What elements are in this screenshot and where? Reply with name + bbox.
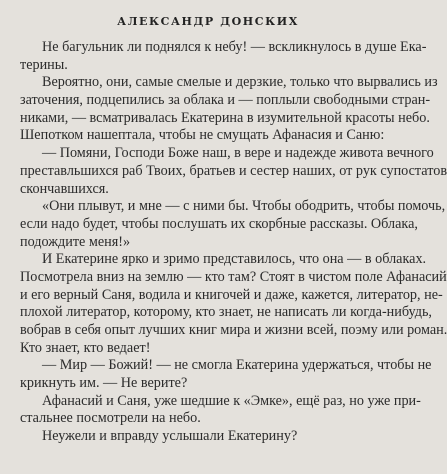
running-header: АЛЕКСАНДР ДОНСКИХ xyxy=(117,15,299,28)
text-line: заточения, подцепились за облака и — поплыли свободными стран- xyxy=(20,92,431,109)
text-line: Посмотрела вниз на землю — кто там? Стоят в чистом поле Афанасий xyxy=(20,268,447,285)
text-line: Не багульник ли поднялся к небу! — вскликнулось в душе Ека- xyxy=(42,39,427,55)
text-line: подождите меня!» xyxy=(20,233,131,250)
text-line: скончавшихся. xyxy=(20,180,109,197)
text-line: если надо будет, чтобы послушать их скорбные рассказы. Облака, xyxy=(20,215,418,232)
text-line: Неужели и вправду услышали Екатерину? xyxy=(42,428,298,445)
text-line: вобрав в себя опыт лучших книг мира и жизни всей, поэму или роман. xyxy=(20,322,447,338)
text-line: — Помяни, Господи Боже наш, в вере и надежде живота вечного xyxy=(42,145,434,162)
text-line: крикнуть им. — Не верите? xyxy=(20,375,188,392)
text-line: «Они плывут, и мне — с ними бы. Чтобы ободрить, чтобы помочь, xyxy=(42,198,446,215)
text-line: никами, — всматривалась Екатерина в изумительной красоты небо. xyxy=(20,109,430,126)
text-line: терины. xyxy=(20,56,68,73)
text-line: Вероятно, они, самые смелые и дерзкие, только что вырвались из xyxy=(42,74,438,91)
page-body-text xyxy=(20,39,447,446)
text-line: и его верный Саня, водила и книгочей и даже, кажется, литератор, не- xyxy=(20,286,443,303)
text-line: Кто знает, кто ведает! xyxy=(20,339,151,356)
text-line: И Екатерине ярко и зримо представилось, что она — в облаках. xyxy=(42,251,427,268)
text-line: плохой литератор, которому, кто знает, не написать ли когда-нибудь, xyxy=(20,304,432,321)
text-line: Афанасий и Саня, уже шедшие к «Эмке», ещё раз, но уже при- xyxy=(42,392,421,409)
text-line: преставльшихся раб Твоих, братьев и сестер наших, от рук супостатов xyxy=(20,162,447,179)
text-line: — Мир — Божий! — не смогла Екатерина удержаться, чтобы не xyxy=(42,357,432,374)
text-line: стальнее посмотрели на небо. xyxy=(20,410,201,427)
text-line: Шепотком нашептала, чтобы не смущать Афанасия и Саню: xyxy=(20,127,385,144)
